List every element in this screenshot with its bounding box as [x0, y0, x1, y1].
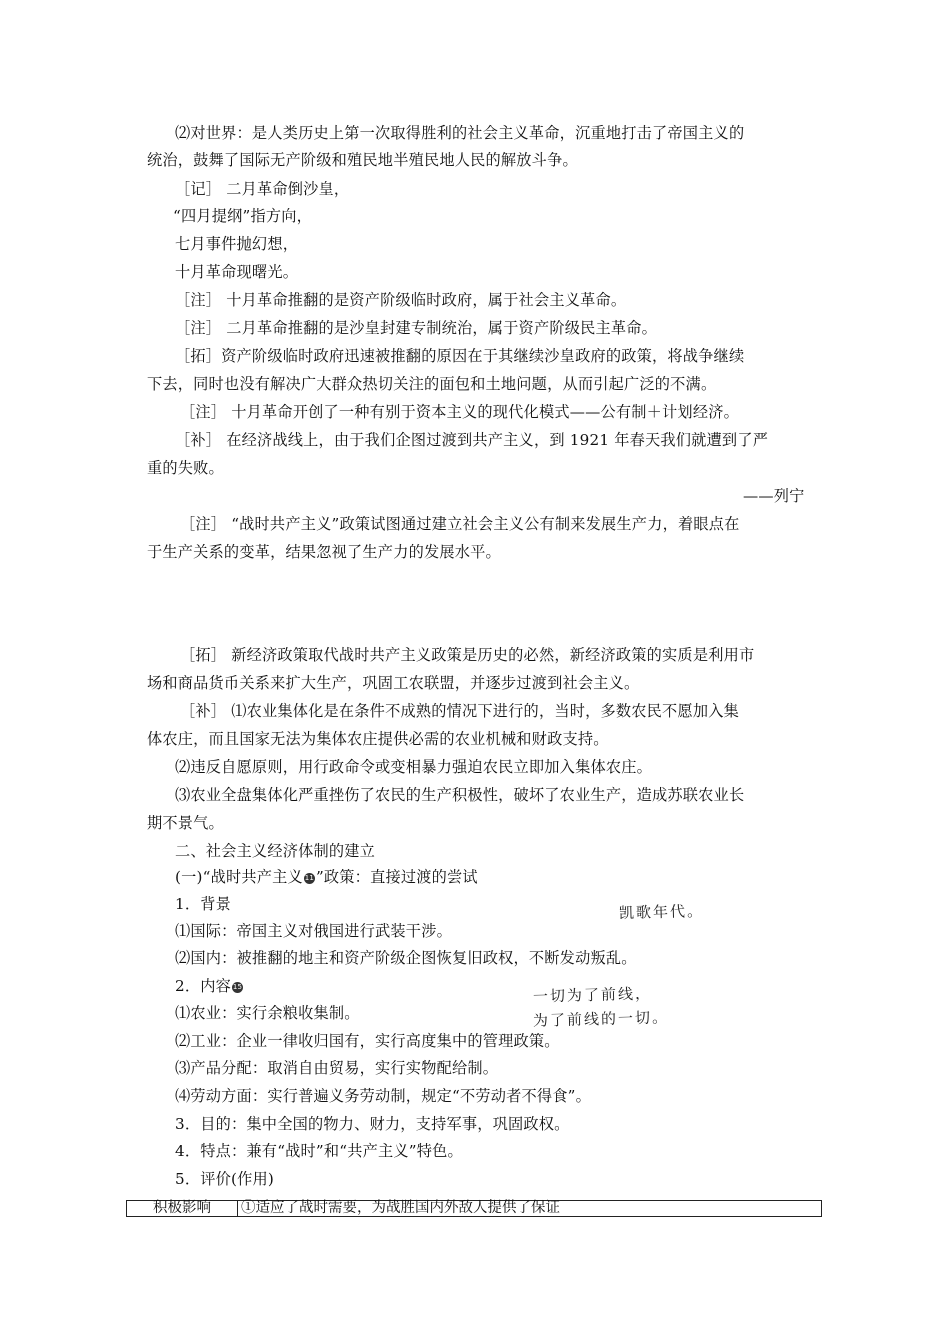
handwritten-note: 凯歌年代。: [618, 901, 705, 923]
text-line: 体农庄，而且国家无法为集体农庄提供必需的农业机械和财政支持。: [147, 730, 609, 748]
text-line: 重的失败。: [147, 459, 224, 477]
text-line: ⑷劳动方面：实行普遍义务劳动制，规定“不劳动者不得食”。: [175, 1087, 592, 1105]
text-line: ［记］ 二月革命倒沙皇，: [175, 180, 350, 198]
text-line: ［补］ ⑴农业集体化是在条件不成熟的情况下进行的，当时，多数农民不愿加入集: [180, 702, 739, 720]
text-line: 2．内容 15: [175, 977, 243, 995]
text-line: ［拓］ 新经济政策取代战时共产主义政策是历史的必然，新经济政策的实质是利用市: [180, 646, 755, 664]
text-line: ⑶农业全盘集体化严重挫伤了农民的生产积极性，破坏了农业生产，造成苏联农业长: [175, 786, 745, 804]
table-text-cell: ①适应了战时需要，为战胜国内外敌人提供了保证: [241, 1200, 560, 1216]
text-line: ⑴国际：帝国主义对俄国进行武装干涉。: [175, 922, 452, 940]
subsection-heading: (一)“战时共产主义 11 ”政策：直接过渡的尝试: [175, 868, 478, 886]
footnote-marker: 15: [232, 983, 243, 991]
text-line: ⑵工业：企业一律收归国有，实行高度集中的管理政策。: [175, 1032, 560, 1050]
text-line: 1．背景: [175, 895, 232, 913]
text-line: 场和商品货币关系来扩大生产，巩固工农联盟，并逐步过渡到社会主义。: [147, 674, 640, 692]
text-line: “四月提纲”指方向，: [173, 207, 313, 225]
text-line: ［注］ “战时共产主义”政策试图通过建立社会主义公有制来发展生产力，着眼点在: [180, 515, 740, 533]
text-line: 下去，同时也没有解决广大群众热切关注的面包和土地问题，从而引起广泛的不满。: [147, 375, 717, 393]
text-line: ⑵对世界：是人类历史上第一次取得胜利的社会主义革命，沉重地打击了帝国主义的: [175, 124, 745, 142]
text-line: ［补］ 在经济战线上，由于我们企图过渡到共产主义，到 1921 年春天我们就遭到了严: [175, 431, 769, 449]
handwritten-note: 为了前线的一切。: [532, 1008, 670, 1030]
text-line: 十月革命现曙光。: [175, 263, 299, 281]
evaluation-table: [126, 1200, 822, 1217]
text-line: ⑵国内：被推翻的地主和资产阶级企图恢复旧政权，不断发动叛乱。: [175, 949, 637, 967]
text-line: 期不景气。: [147, 814, 224, 832]
section-heading: 二、社会主义经济体制的建立: [175, 842, 376, 860]
text-line: 4．特点：兼有“战时”和“共产主义”特色。: [175, 1142, 463, 1160]
table-label-cell: 积极影响: [127, 1201, 238, 1216]
text-line: ⑴农业：实行余粮收集制。: [175, 1004, 360, 1022]
text-line: ⑶产品分配：取消自由贸易，实行实物配给制。: [175, 1059, 499, 1077]
attribution: ——列宁: [743, 487, 805, 505]
text-line: ［注］ 十月革命推翻的是资产阶级临时政府，属于社会主义革命。: [175, 291, 627, 309]
text-line: 5．评价(作用): [175, 1170, 275, 1188]
text-line: ［拓］资产阶级临时政府迅速被推翻的原因在于其继续沙皇政府的政策，将战争继续: [175, 347, 745, 365]
text-line: ⑵违反自愿原则，用行政命令或变相暴力强迫农民立即加入集体农庄。: [175, 758, 653, 776]
handwritten-note: 一切为了前线，: [532, 984, 653, 1006]
text-line: ［注］ 十月革命开创了一种有别于资本主义的现代化模式——公有制＋计划经济。: [180, 403, 739, 421]
text-line: 3．目的：集中全国的物力、财力，支持军事，巩固政权。: [175, 1115, 570, 1133]
text-line: 于生产关系的变革，结果忽视了生产力的发展水平。: [147, 543, 501, 561]
text-line: 统治，鼓舞了国际无产阶级和殖民地半殖民地人民的解放斗争。: [147, 151, 578, 169]
text-line: ［注］ 二月革命推翻的是沙皇封建专制统治，属于资产阶级民主革命。: [175, 319, 658, 337]
text-line: 七月事件抛幻想，: [175, 235, 299, 253]
footnote-marker: 11: [304, 874, 315, 882]
